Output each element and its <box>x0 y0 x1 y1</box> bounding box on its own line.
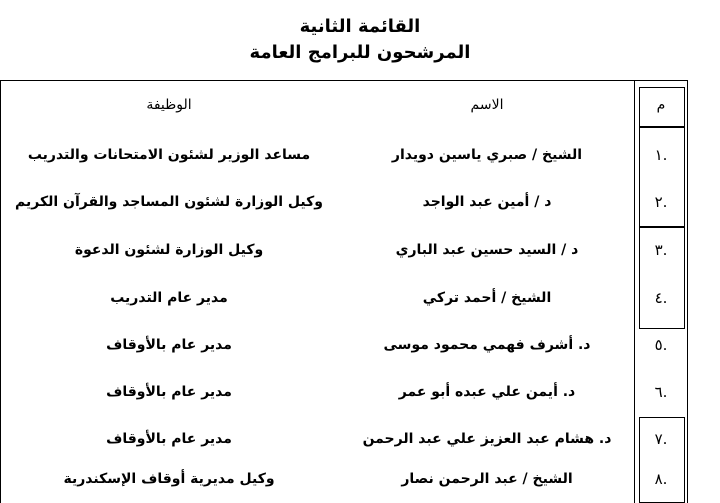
row-name: د. أشرف فهمي محمود موسى <box>383 337 591 353</box>
row-name: الشيخ / أحمد تركي <box>422 290 552 306</box>
row-name: الشيخ / صبري ياسين دويدار <box>391 147 583 163</box>
table-row <box>1 274 687 322</box>
row-job: مدير عام التدريب <box>110 290 228 306</box>
row-num: .٣ <box>654 241 668 259</box>
row-num: .٧ <box>654 430 668 448</box>
row-name: د / السيد حسين عبد الباري <box>395 242 579 258</box>
title-block <box>0 14 720 66</box>
row-name: د. أيمن علي عبده أبو عمر <box>398 384 576 400</box>
list-title: القائمة الثانية <box>299 16 421 37</box>
row-name: د. هشام عبد العزيز علي عبد الرحمن <box>362 431 612 447</box>
row-job: مساعد الوزير لشئون الامتحانات والتدريب <box>27 147 311 163</box>
table-row <box>1 131 687 179</box>
table-row <box>1 226 687 274</box>
row-num: .٦ <box>654 383 668 401</box>
table-header-row <box>1 81 687 129</box>
row-job: وكيل الوزارة لشئون الدعوة <box>74 242 264 258</box>
table-row <box>1 178 687 226</box>
row-job: وكيل مديرية أوقاف الإسكندرية <box>63 471 275 487</box>
header-num: م <box>656 97 666 113</box>
row-num: .٢ <box>654 193 668 211</box>
row-job: مدير عام بالأوقاف <box>106 337 232 353</box>
row-num: .١ <box>654 146 668 164</box>
table-row <box>1 321 687 369</box>
list-subtitle: المرشحون للبرامج العامة <box>249 42 471 63</box>
candidates-table <box>0 80 688 503</box>
row-num: .٨ <box>654 470 668 488</box>
row-job: وكيل الوزارة لشئون المساجد والقرآن الكريم <box>15 194 323 210</box>
row-num: .٥ <box>654 336 668 354</box>
header-job: الوظيفة <box>146 97 192 113</box>
row-name: الشيخ / عبد الرحمن نصار <box>401 471 573 487</box>
table-row <box>1 368 687 416</box>
row-job: مدير عام بالأوقاف <box>106 384 232 400</box>
table-row <box>1 455 687 503</box>
header-name: الاسم <box>470 97 504 113</box>
row-job: مدير عام بالأوقاف <box>106 431 232 447</box>
row-num: .٤ <box>654 289 668 307</box>
row-name: د / أمين عبد الواجد <box>422 194 552 210</box>
